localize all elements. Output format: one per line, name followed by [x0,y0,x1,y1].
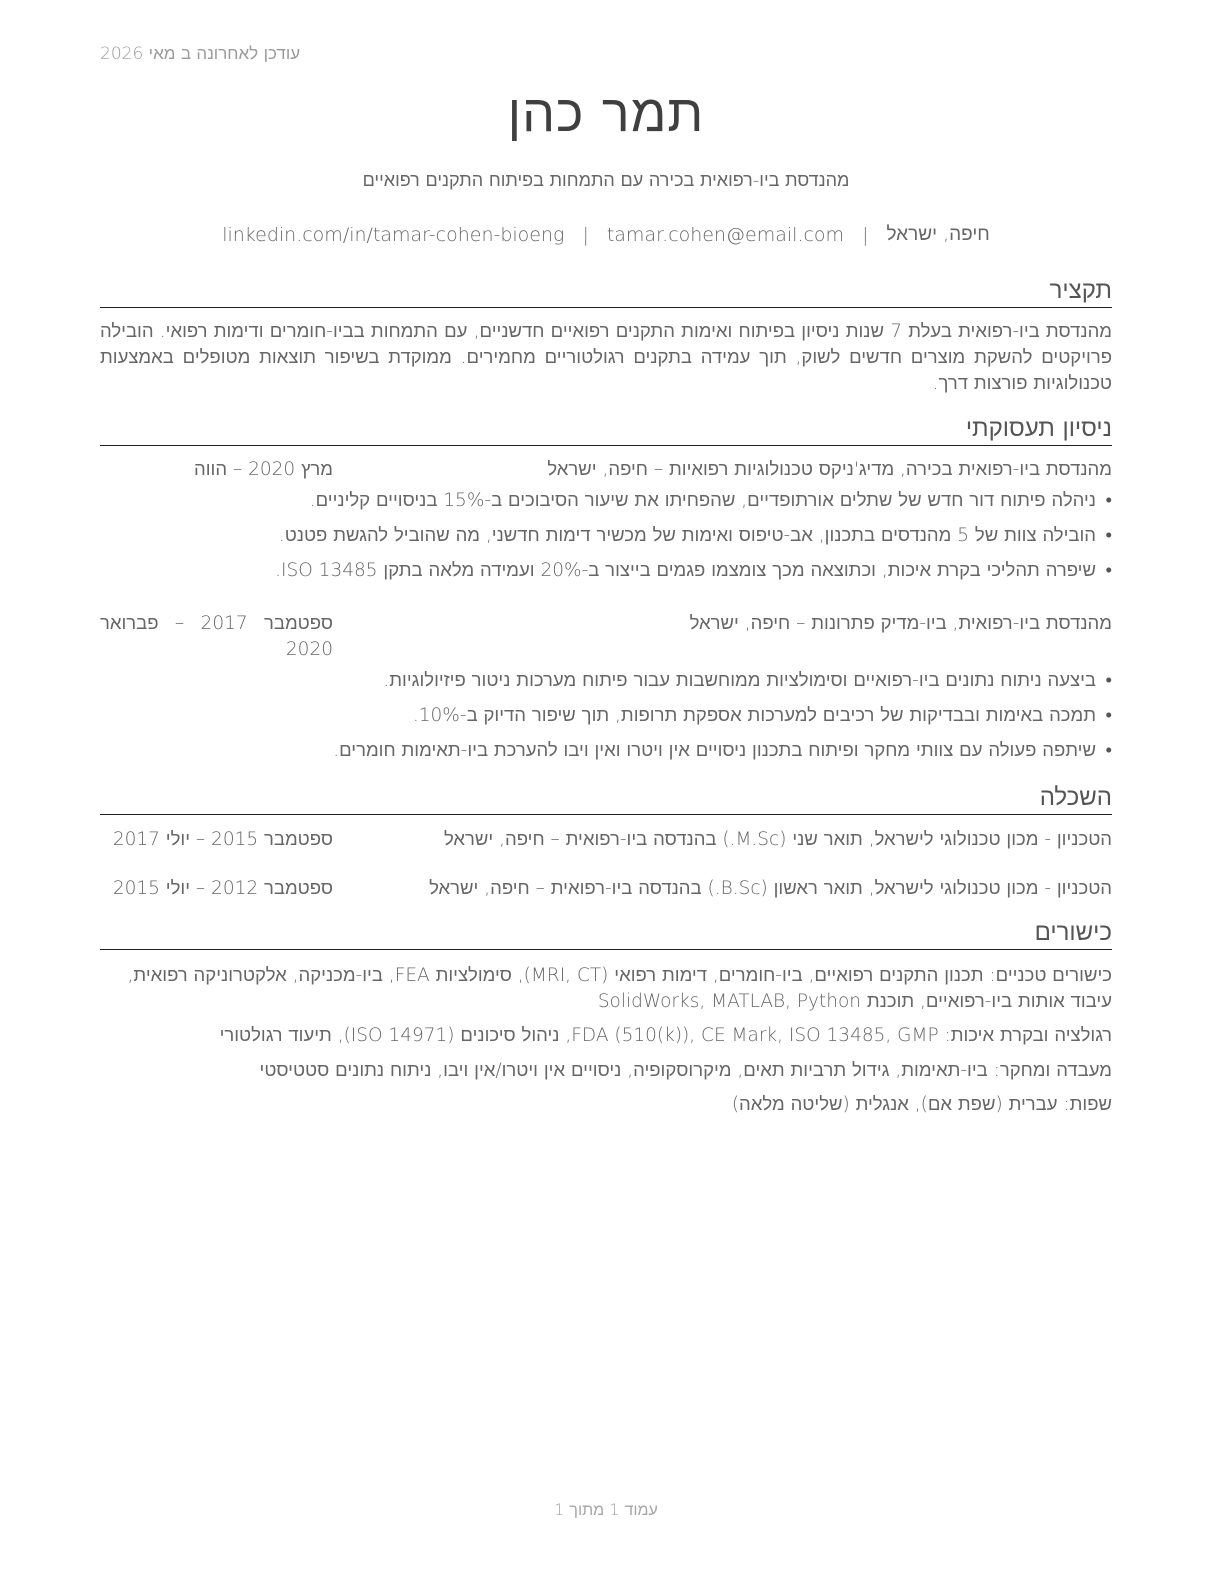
education-dates: ספטמבר 2012 – יולי 2015 [112,878,333,899]
job-header [100,457,1112,483]
contact-line [100,223,1112,246]
list-item: • שיתפה פעולה עם צוותי מחקר ופיתוח בתכנון ניסויים אין ויטרו ואין ויבו להערכת ביו-תאימות חומרים. [100,738,1112,773]
education-title: הטכניון - מכון טכנולוגי לישראל, תואר שני (M.Sc.) בהנדסה ביו-רפואית – חיפה, ישראל [444,829,1112,850]
last-updated: עודכן לאחרונה ב מאי 2026 [100,44,301,64]
skill-line: שפות: עברית (שפת אם), אנגלית (שליטה מלאה) [731,1094,1112,1115]
section-heading-education: השכלה [100,783,1112,815]
skill-line: כישורים טכניים: תכנון התקנים רפואיים, ביו-חומרים, דימות רפואי (MRI, CT), סימולציות FEA, ביו-מכניקה, אלקטרוניקה רפואית, עיבוד אותות ביו-רפואיים, תוכנת SolidWorks, MATLAB, Python [127,965,1112,1012]
list-item: • תמכה באימות ובבדיקות של רכיבים למערכות אספקת תרופות, תוך שיפור הדיוק ב-10%. [100,703,1112,738]
resume-page [100,0,1112,1584]
list-item: • הובילה צוות של 5 מהנדסים בתכנון, אב-טיפוס ואימות של מכשיר דימות חדשני, מה שהוביל להגשת פטנט. [100,523,1112,558]
job-dates: מרץ 2020 – הווה [194,459,333,480]
job-bullets [100,488,1112,593]
education-dates: ספטמבר 2015 – יולי 2017 [112,829,333,850]
education-item [100,827,1112,853]
page-number: עמוד 1 מתוך 1 [554,1500,658,1519]
contact-separator: | [582,223,589,246]
job-dates: ספטמבר 2017 – פברואר 2020 [100,613,333,660]
summary-text: מהנדסת ביו-רפואית בעלת 7 שנות ניסיון בפיתוח ואימות התקנים רפואיים חדשניים, עם התמחות בביו-חומרים ודימות רפואי. הובילה פרויקטים להשקת מוצרים חדשים לשוק, תוך עמידה בתקנים רגולטוריים מחמירים. ממוקדת בשיפור תוצאות מטופלים באמצעות טכנולוגיות פורצות דרך. [100,321,1113,394]
job-title: מהנדסת ביו-רפואית בכירה, מדיג'ניקס טכנולוגיות רפואיות – חיפה, ישראל [547,459,1112,480]
list-item: • ביצעה ניתוח נתונים ביו-רפואיים וסימולציות ממוחשבות עבור פיתוח מערכות ניטור פיזיולוגיות. [100,668,1112,703]
section-heading-summary: תקציר [100,276,1112,308]
section-heading-skills: כישורים [100,918,1112,950]
candidate-name: תמר כהן [507,84,705,144]
skill-line: מעבדה ומחקר: ביו-תאימות, גידול תרביות תאים, מיקרוסקופיה, ניסויים אין ויטרו/אין ויבו, ניתוח נתונים סטטיסטי [259,1060,1112,1081]
job-title: מהנדסת ביו-רפואית, ביו-מדיק פתרונות – חיפה, ישראל [689,613,1112,634]
job-header [100,611,1112,663]
contact-linkedin[interactable]: linkedin.com/in/tamar-cohen-bioeng [222,223,565,246]
contact-separator: | [862,223,869,246]
candidate-tagline: מהנדסת ביו-רפואית בכירה עם התמחות בפיתוח התקנים רפואיים [362,170,850,191]
list-item: • שיפרה תהליכי בקרת איכות, וכתוצאה מכך צומצמו פגמים בייצור ב-20% ועמידה מלאה בתקן ISO 13485. [100,558,1112,593]
education-item [100,876,1112,902]
education-title: הטכניון - מכון טכנולוגי לישראל, תואר ראשון (B.Sc.) בהנדסה ביו-רפואית – חיפה, ישראל [429,878,1112,899]
section-heading-experience: ניסיון תעסוקתי [100,414,1112,446]
skill-line: רגולציה ובקרת איכות: FDA (510(k)), CE Mark, ISO 13485, GMP, ניהול סיכונים (ISO 14971), תיעוד רגולטורי [219,1025,1112,1046]
list-item: • ניהלה פיתוח דור חדש של שתלים אורתופדיים, שהפחיתו את שיעור הסיבוכים ב-15% בניסויים קליניים. [100,488,1112,523]
contact-email[interactable]: tamar.cohen@email.com [606,223,845,246]
job-bullets [100,668,1112,773]
contact-location: חיפה, ישראל [886,223,990,245]
